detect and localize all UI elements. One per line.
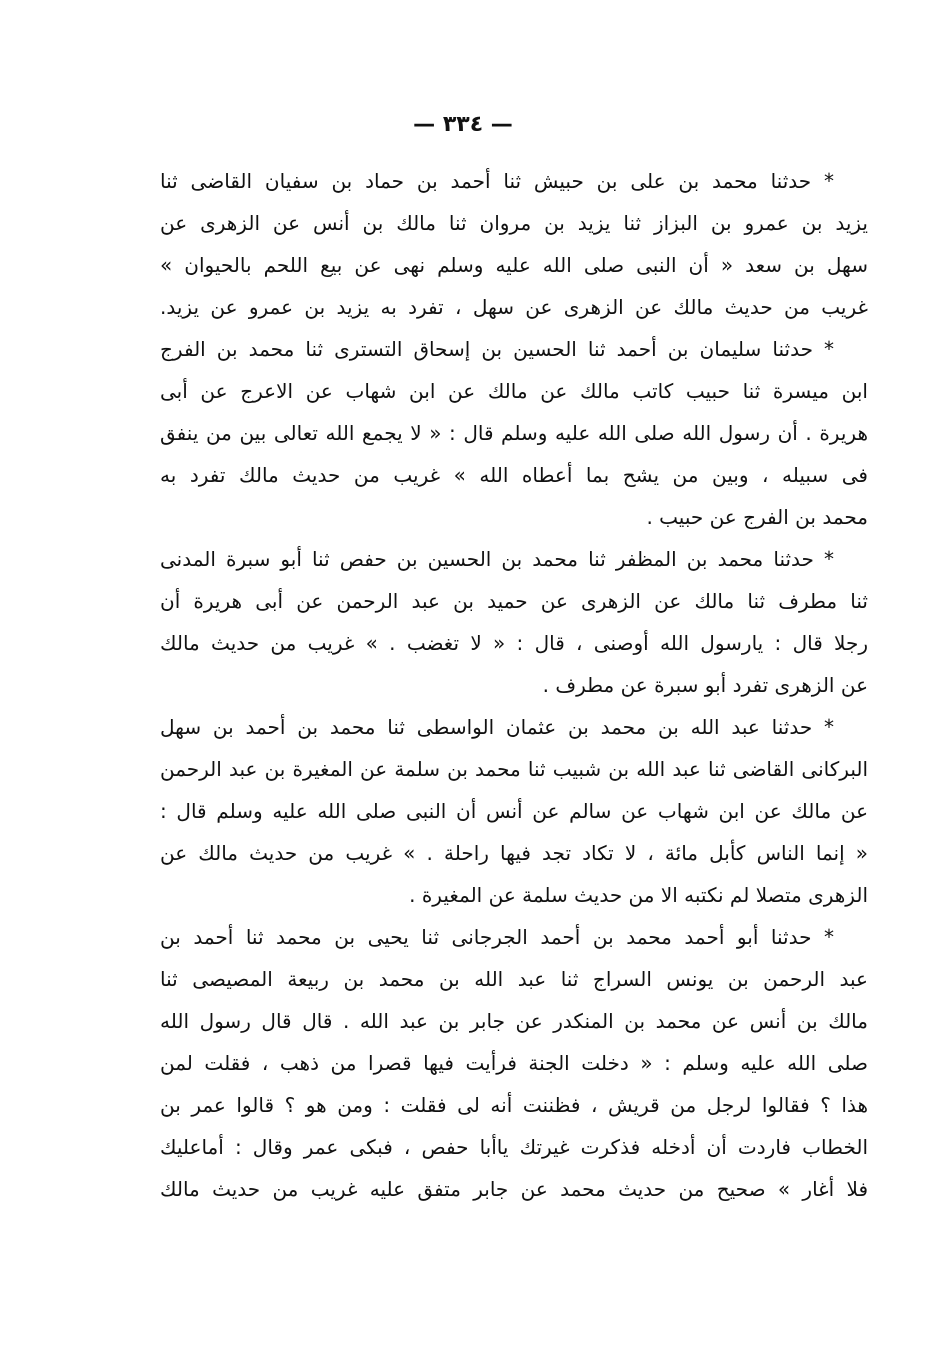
text-line: * حدثنا سليمان بن أحمد ثنا الحسين بن إسحاق التسترى ثنا محمد بن الفرج bbox=[160, 337, 834, 361]
paragraph bbox=[160, 706, 868, 916]
text-line: الزهرى متصلا لم نكتبه الا من حديث سلمة عن المغيرة . bbox=[409, 883, 868, 907]
paragraph bbox=[160, 160, 868, 328]
text-line: فلا أغار » صحيح من حديث محمد عن جابر متفق عليه غريب من حديث مالك bbox=[160, 1177, 868, 1201]
paragraph bbox=[160, 538, 868, 706]
text-line: هذا ؟ فقالوا لرجل من قريش ، فظننت أنه لى فقلت : ومن هو ؟ قالوا عمر بن bbox=[160, 1093, 868, 1117]
text-line: * حدثنا عبد الله بن محمد بن عثمان الواسطى ثنا محمد بن أحمد بن سهل bbox=[160, 715, 834, 739]
text-line: عبد الرحمن بن يونس السراج ثنا عبد الله بن محمد بن ربيعة المصيصى ثنا bbox=[160, 967, 868, 991]
text-line: محمد بن الفرج عن حبيب . bbox=[646, 505, 868, 529]
text-line: البركانى القاضى ثنا عبد الله بن شبيب ثنا محمد بن سلمة عن المغيرة بن عبد الرحمن bbox=[160, 757, 868, 781]
text-line: ابن ميسرة ثنا حبيب كاتب مالك عن مالك عن ابن شهاب عن الاعرج عن أبى bbox=[160, 379, 868, 403]
paragraph bbox=[160, 328, 868, 538]
text-line: * حدثنا محمد بن المظفر ثنا محمد بن الحسين بن حفص ثنا أبو سبرة المدنى bbox=[160, 547, 834, 571]
paragraph bbox=[160, 916, 868, 1210]
text-body bbox=[160, 160, 868, 1210]
text-line: صلى الله عليه وسلم : « دخلت الجنة فرأيت فيها قصرا من ذهب ، فقلت لمن bbox=[160, 1051, 868, 1075]
text-line: عن الزهرى تفرد أبو سبرة عن مطرف . bbox=[542, 673, 868, 697]
text-line: * حدثنا أبو أحمد محمد بن أحمد الجرجانى ثنا يحيى بن محمد ثنا أحمد بن bbox=[160, 925, 834, 949]
text-line: سهل بن سعد « أن النبى صلى الله عليه وسلم نهى عن بيع اللحم بالحيوان » bbox=[160, 253, 868, 277]
text-line: الخطاب فاردت أن أدخله فذكرت غيرتك ياأبا حفص ، فبكى عمر وقال : أماعليك bbox=[160, 1135, 868, 1159]
page-number: — ٣٣٤ — bbox=[413, 112, 513, 137]
text-line: ثنا مطرف ثنا مالك عن الزهرى عن حميد بن عبد الرحمن عن أبى هريرة أن bbox=[160, 589, 868, 613]
text-line: غريب من حديث مالك عن الزهرى عن سهل ، تفرد به يزيد بن عمرو عن يزيد. bbox=[160, 295, 868, 319]
text-line: مالك بن أنس عن محمد بن المنكدر عن جابر بن عبد الله . قال قال رسول الله bbox=[160, 1009, 868, 1033]
text-line: هريرة . أن رسول الله صلى الله عليه وسلم قال : « لا يجمع الله تعالى بين من ينفق bbox=[160, 421, 868, 445]
text-line: يزيد بن عمرو بن البزاز ثنا يزيد بن مروان ثنا مالك بن أنس عن الزهرى عن bbox=[160, 211, 868, 235]
text-line: عن مالك عن ابن شهاب عن سالم عن أنس أن النبى صلى الله عليه وسلم قال : bbox=[160, 799, 868, 823]
text-line: فى سبيله ، وبين من يشح بما أعطاه الله » غريب من حديث مالك تفرد به bbox=[160, 463, 868, 487]
text-line: * حدثنا محمد بن على بن حبيش ثنا أحمد بن حماد بن سفيان القاضى ثنا bbox=[160, 169, 834, 193]
text-line: « إنما الناس كأبل مائة ، لا تكاد تجد فيها راحلة . » غريب من حديث مالك عن bbox=[160, 841, 868, 865]
text-line: رجلا قال : يارسول الله أوصنى ، قال : « لا تغضب . » غريب من حديث مالك bbox=[160, 631, 868, 655]
